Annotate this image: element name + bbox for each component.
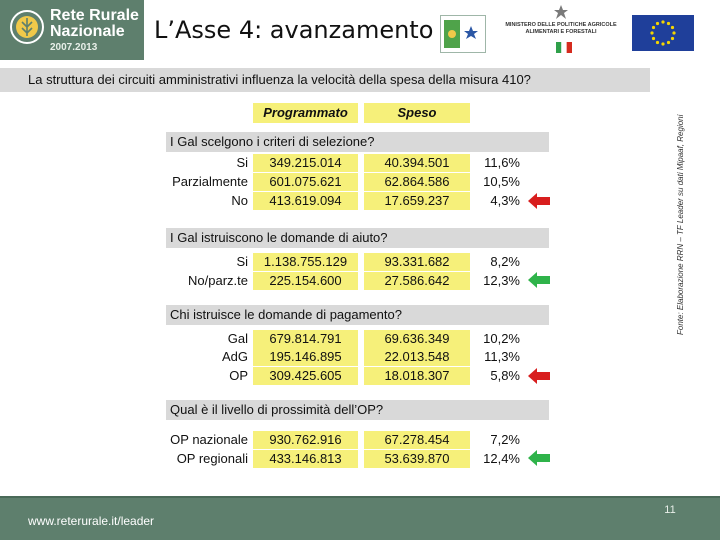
cell-speso: 62.864.586 bbox=[364, 173, 470, 191]
cell-speso: 18.018.307 bbox=[364, 367, 470, 385]
italian-flag-icon bbox=[556, 42, 572, 53]
page-number: 11 bbox=[664, 504, 676, 516]
cell-programmato: 195.146.895 bbox=[253, 348, 358, 366]
cell-programmato: 679.814.791 bbox=[253, 330, 358, 348]
eu-flag-icon bbox=[632, 15, 694, 51]
cell-programmato: 349.215.014 bbox=[253, 154, 358, 172]
cell-speso: 17.659.237 bbox=[364, 192, 470, 210]
cell-speso: 53.639.870 bbox=[364, 450, 470, 468]
row-label: Parzialmente bbox=[172, 174, 248, 189]
page-title: L’Asse 4: avanzamento bbox=[154, 16, 434, 44]
brand-years: 2007.2013 bbox=[50, 42, 98, 53]
cell-percentage: 10,2% bbox=[483, 331, 520, 346]
ministry-name bbox=[496, 22, 626, 36]
question-bar: I Gal scelgono i criteri di selezione? bbox=[166, 132, 549, 152]
cell-percentage: 11,3% bbox=[484, 349, 520, 364]
cell-speso: 93.331.682 bbox=[364, 253, 470, 271]
row-label: OP bbox=[229, 368, 248, 383]
slide-header bbox=[0, 0, 720, 60]
row-label: Si bbox=[236, 155, 248, 170]
brand-line2: Nazionale bbox=[50, 23, 125, 40]
cell-programmato: 413.619.094 bbox=[253, 192, 358, 210]
footer-divider bbox=[0, 496, 720, 498]
cell-percentage: 4,3% bbox=[490, 193, 520, 208]
row-label: No bbox=[231, 193, 248, 208]
cell-percentage: 7,2% bbox=[490, 432, 520, 447]
footer-url-link[interactable]: www.reterurale.it/leader bbox=[28, 514, 155, 528]
cell-programmato: 601.075.621 bbox=[253, 173, 358, 191]
ministry-line2: ALIMENTARI E FORESTALI bbox=[525, 29, 597, 35]
row-label: No/parz.te bbox=[188, 273, 248, 288]
column-header-programmato: Programmato bbox=[253, 103, 358, 123]
cell-programmato: 930.762.916 bbox=[253, 431, 358, 449]
cell-speso: 69.636.349 bbox=[364, 330, 470, 348]
row-label: Si bbox=[236, 254, 248, 269]
row-label: Gal bbox=[227, 331, 248, 346]
cell-speso: 22.013.548 bbox=[364, 348, 470, 366]
question-bar: Qual è il livello di prossimità dell’OP? bbox=[166, 400, 549, 420]
eu-stars-icon bbox=[632, 15, 694, 51]
ministry-line1: MINISTERO DELLE POLITICHE AGRICOLE bbox=[505, 22, 617, 28]
cell-programmato: 225.154.600 bbox=[253, 272, 358, 290]
red-arrow-icon bbox=[528, 367, 550, 385]
leader-star-icon bbox=[441, 16, 485, 52]
cell-speso: 27.586.642 bbox=[364, 272, 470, 290]
wheat-emblem-icon bbox=[10, 10, 44, 44]
cell-percentage: 5,8% bbox=[490, 368, 520, 383]
column-header-speso: Speso bbox=[364, 103, 470, 123]
cell-speso: 67.278.454 bbox=[364, 431, 470, 449]
slide-subtitle: La struttura dei circuiti amministrativi influenza la velocità della spesa della misura 410? bbox=[0, 68, 650, 92]
question-bar: Chi istruisce le domande di pagamento? bbox=[166, 305, 549, 325]
source-note: Fonte: Elaborazione RRN – TF Leader su dati Mipaaf, Regioni bbox=[676, 114, 685, 336]
green-arrow-icon bbox=[528, 449, 550, 467]
cell-percentage: 12,3% bbox=[483, 273, 520, 288]
brand-line1: Rete Rurale bbox=[50, 7, 139, 24]
row-label: OP regionali bbox=[176, 451, 248, 466]
slide-footer bbox=[0, 496, 720, 540]
cell-percentage: 12,4% bbox=[483, 451, 520, 466]
red-arrow-icon bbox=[528, 192, 550, 210]
cell-percentage: 10,5% bbox=[483, 174, 520, 189]
green-arrow-icon bbox=[528, 271, 550, 289]
question-bar: I Gal istruiscono le domande di aiuto? bbox=[166, 228, 549, 248]
rete-rurale-logo bbox=[0, 0, 144, 60]
leader-logo bbox=[440, 15, 486, 53]
cell-speso: 40.394.501 bbox=[364, 154, 470, 172]
cell-percentage: 11,6% bbox=[484, 155, 520, 170]
cell-programmato: 309.425.605 bbox=[253, 367, 358, 385]
cell-programmato: 1.138.755.129 bbox=[253, 253, 358, 271]
row-label: OP nazionale bbox=[170, 432, 248, 447]
row-label: AdG bbox=[221, 349, 248, 364]
brand-name bbox=[50, 8, 139, 40]
cell-programmato: 433.146.813 bbox=[253, 450, 358, 468]
cell-percentage: 8,2% bbox=[490, 254, 520, 269]
emblem-star-icon bbox=[553, 4, 569, 20]
